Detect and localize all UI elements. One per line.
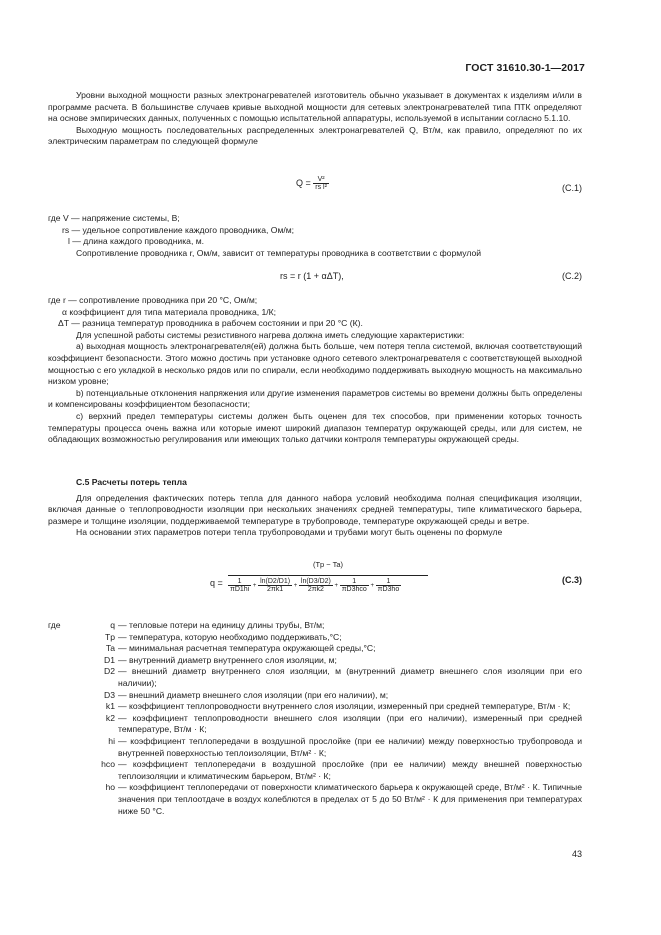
definition-item bbox=[48, 736, 582, 759]
equation-c3-numerator: (Tp − Ta) bbox=[312, 560, 344, 569]
equation-c3-denominator: $\frac{1}{\pi D1hi}$ + $\frac{\ln(D2/D1)}{2\pi k1}$ + $\frac{\ln(D3/D2)}{2\pi k2}$ + $\frac{1}{\text{πD3hco}}$ + $\frac{1}{\pi D3ho}$ bbox=[230, 578, 400, 593]
definition-item bbox=[48, 655, 582, 667]
equation-c3-term1: $\frac{1}{\pi D1hi}$ bbox=[230, 578, 250, 593]
paragraph-resistance: Сопротивление проводника r, Ом/м, зависит от температуры проводника в соответствии с формулой bbox=[76, 247, 482, 258]
definition-alpha: α коэффициент для типа материала проводника, 1/К; bbox=[62, 306, 277, 317]
definition-text: — коэффициент теплопередачи в воздушной прослойке (при ее наличии) между поверхностью трубопровода и внутренней поверхностью теплоизоляции, Вт/м² · К; bbox=[118, 735, 582, 758]
definition-term: k1 bbox=[105, 701, 115, 712]
equation-c3-term5: $\frac{1}{\pi D3ho}$ bbox=[377, 578, 400, 593]
paragraph-output-power: Выходную мощность последовательных распределенных электронагревателей Q, Вт/м, как правило, определяют по их электрическим параметрам по следующей формуле bbox=[48, 124, 582, 147]
definition-text: — внутренний диаметр внутреннего слоя изоляции, м; bbox=[118, 654, 337, 665]
section-c5-block bbox=[48, 477, 582, 539]
definition-text: — минимальная расчетная температура окружающей среды,°С; bbox=[118, 643, 376, 654]
where-label-2: где bbox=[48, 295, 61, 305]
definition-item bbox=[48, 643, 582, 655]
definitions-c3 bbox=[48, 620, 582, 817]
paragraph-heat-loss-formula: На основании этих параметров потери тепла трубопроводами и трубами могут быть оценены по формуле bbox=[76, 527, 503, 538]
equation-c3-label: (С.3) bbox=[562, 575, 582, 585]
paragraph-requirement-c: с) верхний предел температуры системы должен быть оценен для тех способов, при применении которых точность температуры процесса очень важна или которые имеют широкий диапазон температур окружающей среды, или для систем, не обладающих возможностью регулирования или имеющих только датчики контроля температуры окружающей среды. bbox=[48, 410, 582, 445]
equation-c3 bbox=[210, 560, 430, 610]
equation-c3-term3: $\frac{\ln(D3/D2)}{2\pi k2}$ bbox=[300, 578, 331, 593]
definition-term: D3 bbox=[104, 689, 115, 700]
definition-item bbox=[48, 713, 582, 736]
definition-text: — коэффициент теплопередачи в воздушной прослойке (при ее наличии) между внешней поверхностью теплоизоляции и климатическим барьером, Вт/м² · К; bbox=[118, 759, 582, 781]
equation-c3-bar bbox=[228, 575, 428, 576]
equation-c1-lhs: Q = bbox=[296, 177, 311, 188]
where-label-3: где bbox=[48, 620, 61, 630]
equation-c3-term2: $\frac{\ln(D2/D1)}{2\pi k1}$ bbox=[260, 578, 291, 593]
definition-term: q bbox=[110, 620, 115, 630]
standard-header: ГОСТ 31610.30-1—2017 bbox=[465, 62, 585, 74]
paragraph-requirement-a: а) выходная мощность электронагревателя(ей) должна быть больше, чем потеря тепла системой, включая соответствующий коэффициент безопасности. Этого можно достичь при установке одного сетевого электронагревателя с соответствующей выходной мощностью с его укладкой в несколько рядов или по спирали, если необходимо поддерживать выходную мощность на максимально низком уровне; bbox=[48, 341, 582, 387]
equation-c2-label: (С.2) bbox=[562, 271, 582, 281]
where-label: где bbox=[48, 213, 61, 223]
definition-rs: rs — удельное сопротивление каждого проводника, Ом/м; bbox=[62, 224, 295, 235]
definition-r: r — сопротивление проводника при 20 °С, Ом/м; bbox=[62, 295, 258, 305]
definition-term: hi bbox=[108, 735, 115, 746]
definition-text: — внешний диаметр внешнего слоя изоляции (при его наличии), м; bbox=[118, 689, 389, 700]
definitions-c3-list bbox=[48, 620, 582, 817]
equation-c3-lhs: q = bbox=[210, 578, 223, 588]
paragraph-heat-loss-spec: Для определения фактических потерь тепла для данного набора условий необходима полная спецификация изоляции, включая данные о теплопроводности изоляции при нескольких значениях средней температуры, типе климатического барьера, размере и толщине изоляции, поддерживаемой температуре в трубопроводе, температуре окружающей среды и ветре. bbox=[48, 492, 582, 526]
paragraph-power-levels: Уровни выходной мощности разных электронагревателей изготовитель обычно указывает в документах к изделиям и/или в программе расчета. В большинстве случаев кривые выходной мощности для сетевых электронагревателей типа ПТК определяют на основе эмпирических данных, полученных с помощью испытательной аппаратуры, используемой в испытании согласно 5.1.10. bbox=[48, 90, 582, 124]
definition-item bbox=[48, 666, 582, 689]
definition-text: — температура, которую необходимо поддерживать,°С; bbox=[118, 631, 342, 642]
equation-c1-numerator: V² bbox=[313, 176, 329, 184]
definition-v: V — напряжение системы, В; bbox=[62, 213, 180, 223]
definition-term: k2 bbox=[105, 712, 115, 723]
equation-c1-denominator: rs l² bbox=[315, 184, 327, 191]
definition-text: — коэффициент теплопроводности внешнего слоя изоляции (при его наличии), измеренный при средней температуре, Вт/м · К; bbox=[118, 712, 582, 735]
definition-text: — коэффициент теплопроводности внутреннего слоя изоляции, измеренный при средней температуре, Вт/м · К; bbox=[118, 701, 571, 712]
equation-c2: rs = r (1 + αΔT), bbox=[280, 271, 344, 281]
definition-text: — коэффициент теплопередачи от поверхности климатического барьера к окружающей среде, Вт/м² · К. Типичные значения при теплоотдаче в воздух колеблются в пределах от 5 до 50 Вт/м² · К для применения при температурах ниже 50 °С. bbox=[118, 782, 582, 816]
intro-block bbox=[48, 90, 582, 148]
definitions-c2-and-requirements bbox=[48, 295, 582, 446]
paragraph-requirement-b: b) потенциальные отклонения напряжения или другие изменения параметров системы во времени должны быть определены и компенсированы коэффициентом безопасности; bbox=[48, 387, 582, 410]
definition-term: hco bbox=[101, 759, 115, 770]
definition-term: Ta bbox=[105, 643, 115, 654]
definition-item bbox=[48, 701, 582, 713]
definition-item bbox=[48, 632, 582, 644]
definition-item bbox=[48, 782, 582, 817]
definition-text: — тепловые потери на единицу длины трубы, Вт/м; bbox=[118, 620, 325, 630]
definition-item bbox=[48, 690, 582, 702]
section-heading-c5: С.5 Расчеты потерь тепла bbox=[76, 477, 187, 487]
page-number: 43 bbox=[571, 849, 582, 859]
definition-l: l — длина каждого проводника, м. bbox=[68, 236, 205, 247]
definition-item bbox=[48, 759, 582, 782]
equation-c1-fraction bbox=[313, 176, 329, 191]
definition-delta-t: ΔT — разница температур проводника в рабочем состоянии и при 20 °С (К). bbox=[58, 318, 363, 329]
definition-term: ho bbox=[105, 782, 115, 793]
definition-term: Tp bbox=[104, 631, 115, 642]
definition-term: D2 bbox=[104, 666, 115, 677]
equation-c3-term4: $\frac{1}{\text{πD3hco}}$ bbox=[341, 578, 367, 593]
paragraph-requirements: Для успешной работы системы резистивного нагрева должна иметь следующие характеристики: bbox=[76, 329, 465, 340]
definitions-c1 bbox=[48, 213, 582, 259]
equation-c1-label: (С.1) bbox=[562, 183, 582, 193]
definition-item bbox=[48, 620, 582, 632]
definition-text: — внешний диаметр внутреннего слоя изоляции, м (внутренний диаметр внешнего слоя изоляции при его наличии); bbox=[118, 666, 582, 688]
definition-term: D1 bbox=[104, 654, 115, 665]
equation-c1 bbox=[296, 176, 329, 191]
